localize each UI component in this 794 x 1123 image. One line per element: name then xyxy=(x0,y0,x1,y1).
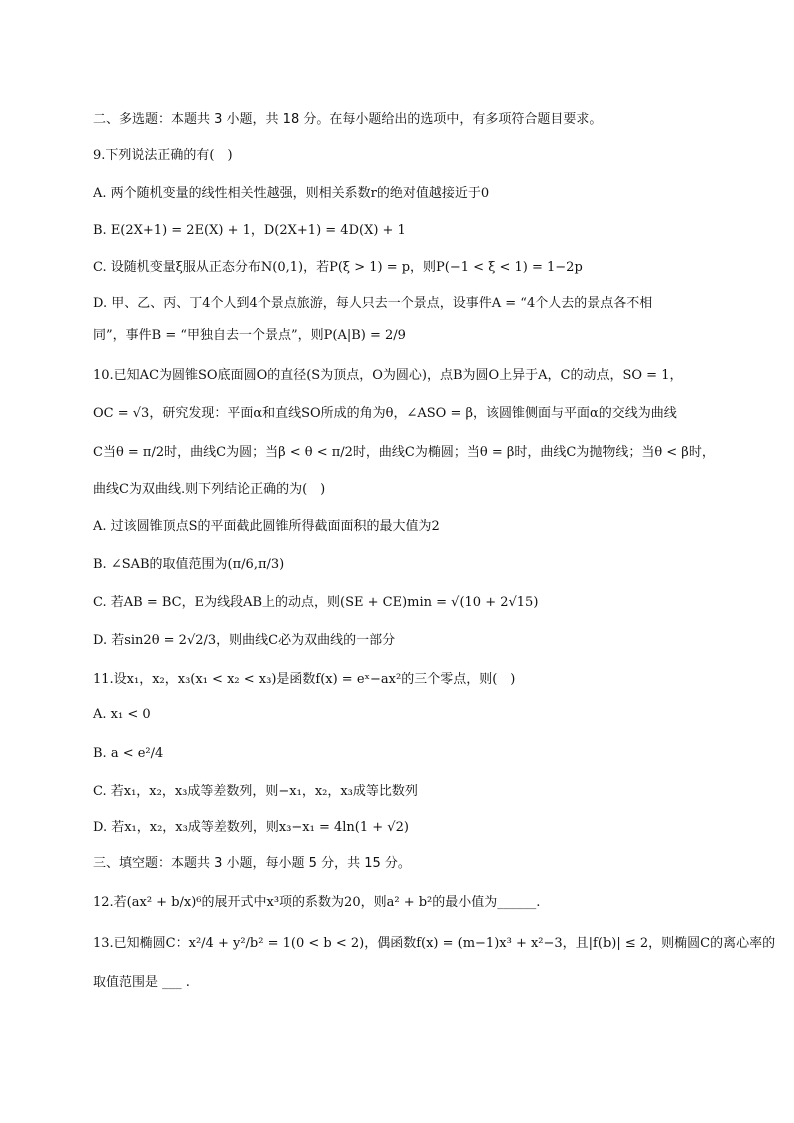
question-13-stem: 13.已知椭圆C：x²/4 + y²/b² = 1(0 < b < 2)，偶函数f(x) = (m−1)x³ + x²−3，且|f(b)| ≤ 2，则椭圆C的离心率的 xyxy=(93,936,776,951)
question-12-stem: 12.若(ax² + b/x)⁶的展开式中x³项的系数为20，则a² + b²的最小值为______. xyxy=(93,895,541,910)
question-10-option-a: A. 过该圆锥顶点S的平面截此圆锥所得截面面积的最大值为2 xyxy=(93,519,440,534)
question-11-option-a: A. x₁ < 0 xyxy=(93,707,151,722)
question-9-stem: 9.下列说法正确的有( ) xyxy=(93,148,233,163)
question-9-option-d: D. 甲、乙、丙、丁4个人到4个景点旅游，每人只去一个景点，设事件A = “4个人去的景点各不相 xyxy=(93,296,653,311)
question-9-option-c: C. 设随机变量ξ服从正态分布N(0,1)，若P(ξ > 1) = p，则P(−1 < ξ < 1) = 1−2p xyxy=(93,260,583,275)
question-11-option-c: C. 若x₁，x₂，x₃成等差数列，则−x₁，x₂，x₃成等比数列 xyxy=(93,784,418,799)
question-10-option-c: C. 若AB = BC，E为线段AB上的动点，则(SE + CE)min = √(10 + 2√15) xyxy=(93,595,539,610)
question-9-option-b: B. E(2X+1) = 2E(X) + 1，D(2X+1) = 4D(X) + 1 xyxy=(93,223,406,238)
question-10-option-d: D. 若sin2θ = 2√2/3，则曲线C必为双曲线的一部分 xyxy=(93,633,396,648)
question-11-option-b: B. a < e²/4 xyxy=(93,746,164,761)
question-11-stem: 11.设x₁，x₂，x₃(x₁ < x₂ < x₃)是函数f(x) = eˣ−ax²的三个零点，则( ) xyxy=(93,672,516,687)
question-10-stem-line-4: 曲线C为双曲线.则下列结论正确的为( ) xyxy=(93,482,326,497)
question-9-option-a: A. 两个随机变量的线性相关性越强，则相关系数r的绝对值越接近于0 xyxy=(93,186,490,201)
question-10-stem: 10.已知AC为圆锥SO底面圆O的直径(S为顶点，O为圆心)，点B为圆O上异于A，C的动点，SO = 1， xyxy=(93,368,683,383)
section-heading-multiple-choice: 二、多选题：本题共 3 小题，共 18 分。在每小题给出的选项中，有多项符合题目要求。 xyxy=(93,112,603,127)
question-10-option-b: B. ∠SAB的取值范围为(π/6,π/3) xyxy=(93,557,285,572)
question-9-option-d-continued: 同”，事件B = “甲独自去一个景点”，则P(A|B) = 2/9 xyxy=(93,328,406,343)
question-11-option-d: D. 若x₁，x₂，x₃成等差数列，则x₃−x₁ = 4ln(1 + √2) xyxy=(93,820,409,835)
question-10-stem-line-3: C当θ = π/2时，曲线C为圆；当β < θ < π/2时，曲线C为椭圆；当θ = β时，曲线C为抛物线；当θ < β时， xyxy=(93,445,715,460)
question-10-stem-line-2: OC = √3，研究发现：平面α和直线SO所成的角为θ，∠ASO = β，该圆锥侧面与平面α的交线为曲线 xyxy=(93,406,677,421)
section-heading-fill-in: 三、填空题：本题共 3 小题，每小题 5 分，共 15 分。 xyxy=(93,856,411,871)
question-13-stem-line-2: 取值范围是 ___ . xyxy=(93,975,190,990)
